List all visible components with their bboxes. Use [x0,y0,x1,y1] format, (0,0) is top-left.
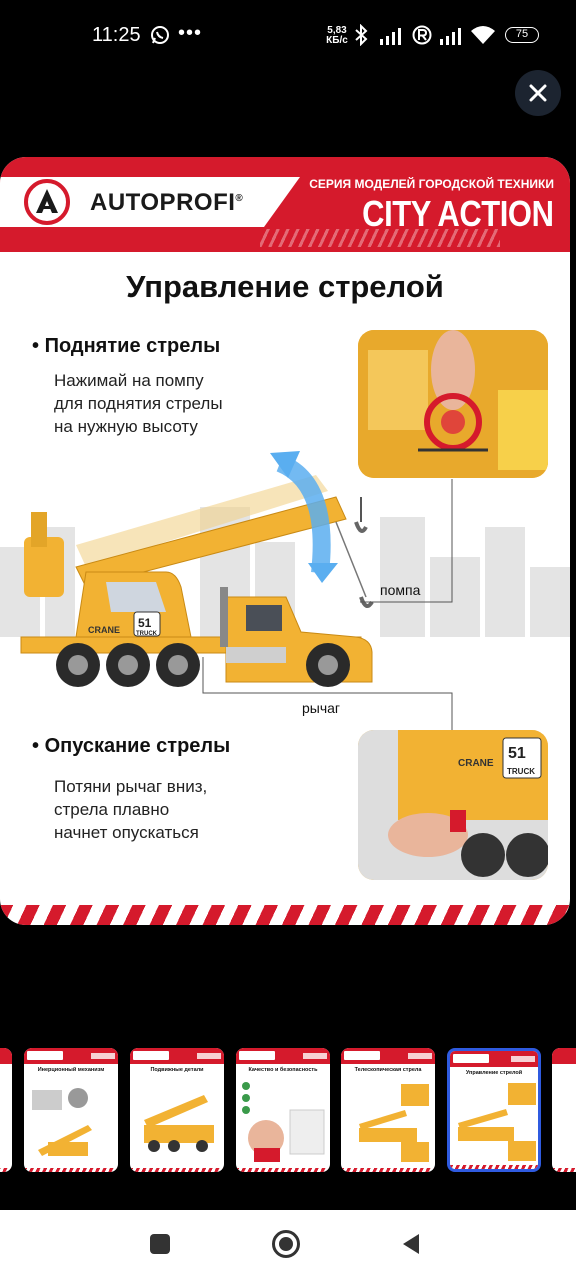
thumbnail-strip[interactable] [0,1048,576,1174]
pump-photo-image [358,330,548,478]
brand-registered-mark: ® [235,193,244,204]
thumb-banner [130,1048,224,1064]
wifi-icon [470,25,496,45]
thumbnail-title: Управление стрелой [465,1070,523,1076]
section-lower-title: Опускание стрелы [44,735,231,757]
lever-photo-crane: CRANE [458,758,494,769]
thumbnail-2[interactable] [130,1048,224,1172]
truck-number-text: 51 [138,616,152,630]
more-notifications-icon: ••• [178,22,203,44]
thumb-stripes [130,1168,224,1172]
thumb-banner [0,1048,12,1064]
autoprofi-logo-icon [24,179,70,225]
brand-text: AUTOPROFI [90,189,236,216]
thumb-stripes [24,1168,118,1172]
truck-crane-text: CRANE [88,625,121,635]
registered-icon [412,25,432,45]
thumb-stripes [0,1168,12,1172]
bullet: • [32,735,40,757]
signal-icon [378,27,404,45]
slide-title: Управление стрелой [126,269,444,304]
thumbnail-5-active[interactable] [447,1048,541,1172]
product-image-slide[interactable] [0,157,570,925]
thumbnail-title: Телескопическая стрела [354,1067,422,1073]
thumb-banner [450,1051,538,1067]
close-icon [529,84,547,102]
lever-label: рычаг [302,700,341,716]
home-nav-icon[interactable] [271,1229,301,1259]
thumbnail-title: Качество и безопасность [248,1067,318,1073]
section-lift-text: Нажимай на помпу для поднятия стрелы на нужную высоту [54,371,223,436]
thumbnail-image [240,1080,326,1164]
battery-icon: 75 [505,27,539,43]
thumbnail-1[interactable] [24,1048,118,1172]
pump-label: помпа [380,582,421,598]
bullet: • [32,335,40,357]
thumb-banner [552,1048,576,1064]
section-lower-text: Потяни рычаг вниз, стрела плавно начнет опускаться [54,777,208,842]
bottom-stripes [0,905,570,925]
thumbnail-image [452,1081,538,1165]
network-speed [324,26,350,46]
pump-photo [358,330,548,478]
thumb-stripes [450,1165,538,1169]
status-time: 11:25 [92,24,141,46]
bluetooth-icon [352,24,370,46]
speed-value: 5,83 [327,25,347,36]
back-nav-icon[interactable] [399,1232,423,1256]
thumb-banner [236,1048,330,1064]
thumbnail-3[interactable] [236,1048,330,1172]
close-button[interactable] [515,70,561,116]
thumbnail-6[interactable] [552,1048,576,1172]
thumbnail-4[interactable] [341,1048,435,1172]
thumb-stripes [552,1168,576,1172]
series-caption: СЕРИЯ МОДЕЛЕЙ ГОРОДСКОЙ ТЕХНИКИ [309,177,554,191]
thumbnail-image [28,1080,114,1164]
section-lift-heading [32,335,220,358]
brand-banner [0,157,570,252]
thumb-stripes [341,1168,435,1172]
brand-name [90,189,243,217]
connector-lines [0,457,570,757]
thumbnail-image [134,1080,220,1164]
speed-unit: КБ/с [326,35,348,46]
thumbnail-title: Подвижные детали [150,1067,204,1073]
series-name: CITY ACTION [362,193,554,234]
thumb-stripes [236,1168,330,1172]
thumbnail-title: Инерционный механизм [37,1067,105,1073]
thumbnail-0[interactable] [0,1048,12,1172]
thumbnail-image [345,1080,431,1164]
section-lift-title: Поднятие стрелы [44,335,221,357]
truck-truck-text: TRUCK [136,631,157,637]
signal-icon [438,27,464,45]
status-bar [0,0,576,72]
thumb-banner [341,1048,435,1064]
lever-photo-number: 51 [508,745,526,762]
square-nav-icon[interactable] [150,1234,170,1254]
thumb-banner [24,1048,118,1064]
lever-photo-truck: TRUCK [507,767,535,776]
whatsapp-icon [150,25,170,45]
